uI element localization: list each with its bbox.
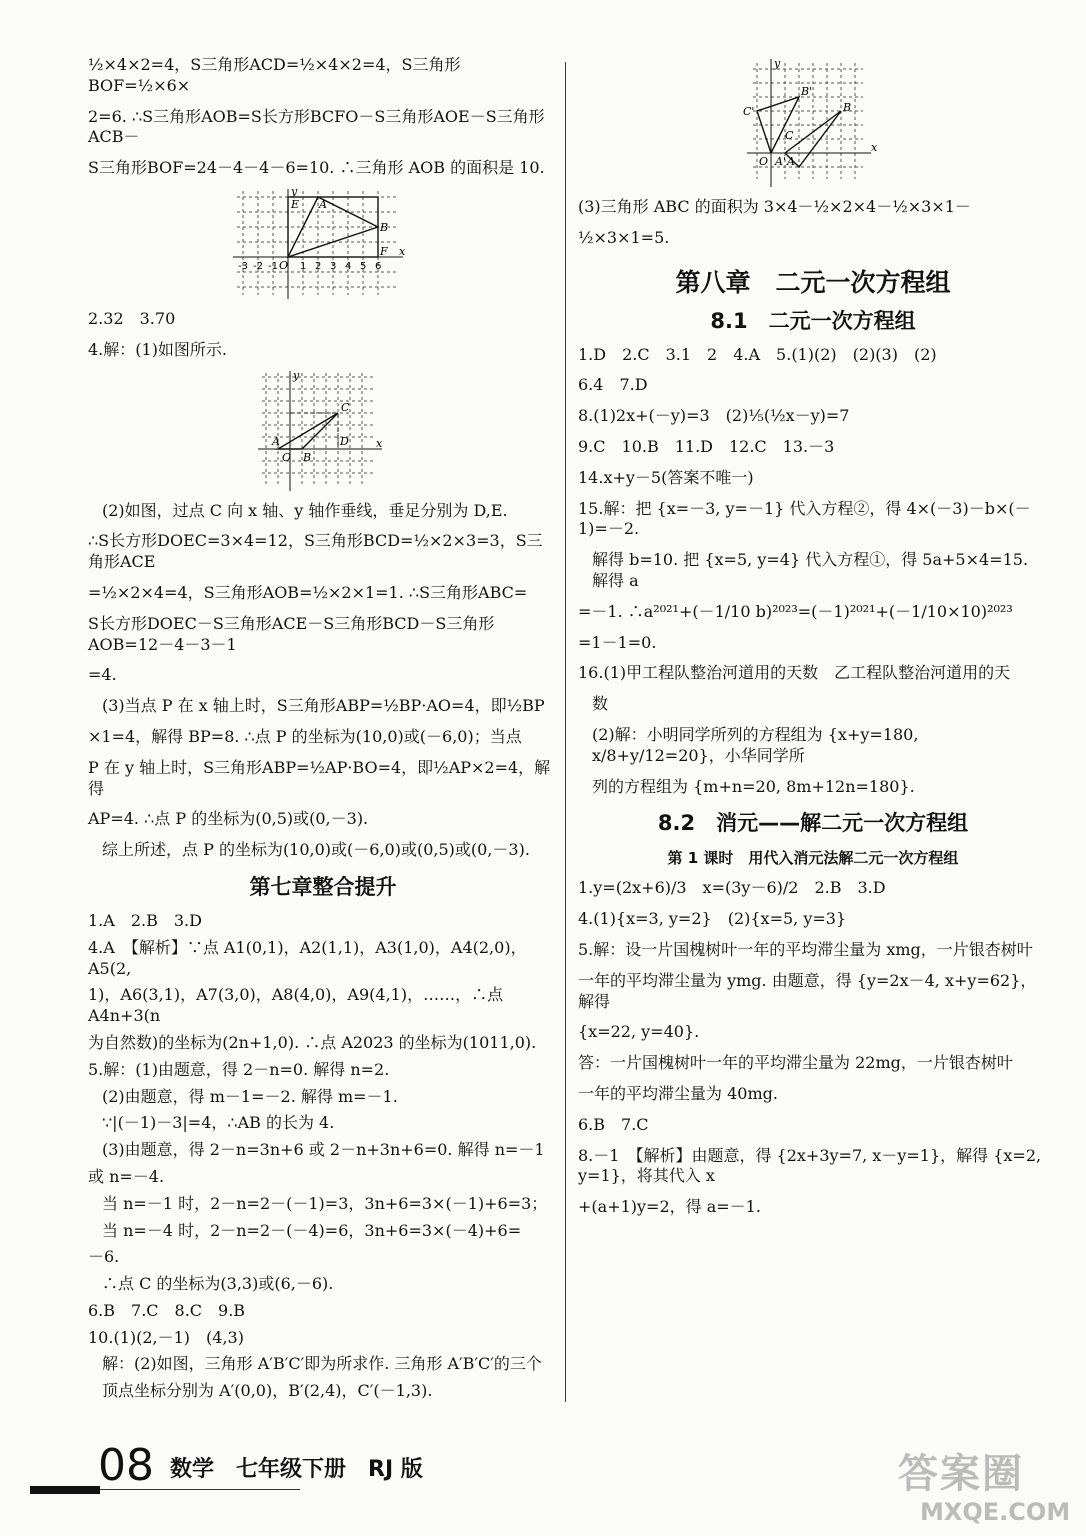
svg-text:-1: -1 [268,260,278,272]
answer-line: P 在 y 轴上时，S三角形ABP=½AP·BO=4，即½AP×2=4，解得 [88,757,551,798]
answer-line: 答：一片国槐树叶一年的平均滞尘量为 22mg，一片银杏树叶 [578,1053,1013,1073]
section-8-2-title: 8.2 消元——解二元一次方程组 [657,811,969,836]
svg-text:D: D [340,434,349,448]
column-divider [565,62,566,1402]
watermark [880,1440,1070,1536]
svg-text:x: x [871,141,878,154]
svg-text:1: 1 [300,260,307,272]
answer-line: 解得 b=10. 把 {x=5, y=4} 代入方程①，得 5a+5×4=15. 解得 a [592,550,1029,590]
point-label: E [291,197,300,211]
answer-line: 15.解：把 {x=－3, y=－1} 代入方程②，得 4×(－3)－b×(－1)=－2. [578,498,1031,539]
answer-line: {x=22, y=40}. [578,1022,700,1042]
answer-line: 一年的平均滞尘量为 40mg. [578,1083,778,1103]
svg-text:y: y [774,59,781,70]
footer-bar [30,1486,100,1494]
answer-line: 6.B 7.C 8.C 9.B [88,1300,246,1320]
answer-line: 解：(2)如图，三角形 A′B′C′即为所求作. 三角形 A′B′C′的三个 [102,1354,542,1374]
svg-text:O: O [282,450,292,464]
point-label: A [319,197,327,211]
answer-line: 1.D 2.C 3.1 2 4.A 5.(1)(2) (2)(3) (2) [578,344,937,364]
watermark-url: MXQE.COM [920,1498,1071,1526]
answer-line: 当 n=－1 时，2－n=2－(－1)=3，3n+6=3×(－1)+6=3； [102,1193,548,1213]
answer-line: S三角形BOF=24－4－4－6=10. ∴三角形 AOB 的面积是 10. [88,158,545,178]
svg-text:C: C [341,400,350,414]
svg-text:-2: -2 [253,260,263,272]
answer-line: 8.－1 【解析】由题意，得 {2x+3y=7, x－y=1}，解得 {x=2, y=1}，将其代入 x [578,1145,1042,1186]
answer-line: 4.(1){x=3, y=2} (2){x=5, y=3} [578,909,847,929]
answer-line: 1)，A6(3,1)，A7(3,0)，A8(4,0)，A9(4,1)，……，∴点 A4n+3(n [88,985,504,1026]
answer-line: ∴点 C 的坐标为(3,3)或(6,－6). [102,1274,334,1294]
svg-text:-3: -3 [238,260,248,272]
answer-line: 16.(1)甲工程队整治河道用的天数 乙工程队整治河道用的天 [578,663,1011,683]
answer-line: 1.A 2.B 3.D [88,910,202,930]
point-label: B [380,220,389,234]
svg-text:x: x [376,436,383,450]
answer-line: (2)由题意，得 m－1=－2. 解得 m=－1. [102,1086,398,1106]
lesson-1-title: 第 1 课时 用代入消元法解二元一次方程组 [667,849,959,868]
coordinate-figure-3 [743,59,883,189]
answer-line: ×1=4，解得 BP=8. ∴点 P 的坐标为(10,0)或(－6,0)；当点 [88,726,522,746]
svg-text:3: 3 [330,260,337,272]
answer-line: (3)当点 P 在 x 轴上时，S三角形ABP=½BP·AO=4，即½BP [102,696,545,716]
answer-line: (3)由题意，得 2－n=3n+6 或 2－n+3n+6=0. 解得 n=－1 [102,1140,545,1160]
coordinate-figure-2 [258,371,388,493]
svg-text:4: 4 [345,260,352,272]
answer-line: AP=4. ∴点 P 的坐标为(0,5)或(0,－3). [88,809,369,829]
answer-line: 顶点坐标分别为 A′(0,0)，B′(2,4)，C′(－1,3). [102,1381,433,1401]
answer-line: S长方形DOEC－S三角形ACE－S三角形BCD－S三角形AOB=12－4－3－1 [88,613,495,654]
axis-label: y [291,188,298,198]
svg-text:C: C [785,129,794,142]
answer-line: －6. [88,1247,120,1267]
answer-line: =－1. ∴a²⁰²¹+(－1/10 b)²⁰²³=(－1)²⁰²¹+(－1/10×10)²⁰²³ [578,601,1013,621]
svg-text:A: A [272,434,280,448]
point-label: F [380,244,388,258]
svg-text:y: y [293,370,300,382]
answer-line: 综上所述，点 P 的坐标为(10,0)或(－6,0)或(0,5)或(0,－3). [102,840,530,860]
answer-line: 2=6. ∴S三角形AOB=S长方形BCFO－S三角形AOE－S三角形ACB－ [88,106,545,147]
axis-label: x [399,244,406,258]
answer-line: =4. [88,665,117,685]
answer-line: 10.(1)(2,－1) (4,3) [88,1327,244,1347]
answer-line: 5.解：设一片国槐树叶一年的平均滞尘量为 xmg，一片银杏树叶 [578,939,1033,959]
svg-text:O: O [759,155,769,168]
answer-line: 4.解：(1)如图所示. [88,339,228,359]
answer-line: 9.C 10.B 11.D 12.C 13.－3 [578,436,835,456]
answer-line: ∵|(－1)－3|=4，∴AB 的长为 4. [102,1113,335,1133]
answer-line: 一年的平均滞尘量为 ymg. 由题意，得 {y=2x－4, x+y=62}，解得 [578,970,1037,1011]
answer-line: 4.A 【解析】∵点 A1(0,1)，A2(1,1)，A3(1,0)，A4(2,0)，A5(2, [88,937,527,978]
point-label: O [279,258,289,272]
svg-text:B': B' [801,85,813,98]
svg-text:C': C' [743,105,755,118]
svg-text:A: A [787,155,795,168]
svg-text:B: B [843,101,852,114]
svg-text:B: B [303,450,312,464]
section-8-1-title: 8.1 二元一次方程组 [710,308,916,333]
answer-line: =½×2×4=4，S三角形AOB=½×2×1=1. ∴S三角形ABC= [88,582,528,602]
answer-line: ½×4×2=4，S三角形ACD=½×4×2=4，S三角形BOF=½×6× [88,55,461,95]
svg-text:6: 6 [375,260,382,272]
page-footer [30,1440,550,1500]
svg-text:5: 5 [360,260,367,272]
chapter7-review-title: 第七章整合提升 [249,874,397,899]
answer-line: 5.解：(1)由题意，得 2－n=0. 解得 n=2. [88,1059,390,1079]
answer-line: +(a+1)y=2，得 a=－1. [578,1197,761,1217]
svg-text:A': A' [775,155,786,168]
answer-line: ½×3×1=5. [578,227,670,247]
answer-line: 6.4 7.D [578,375,648,395]
book-title: 数学 七年级下册 RJ 版 [170,1457,423,1482]
right-column [578,55,1048,1228]
page-number: 08 [98,1440,154,1491]
svg-text:2: 2 [315,260,322,272]
answer-line: 为自然数)的坐标为(2n+1,0). ∴点 A2023 的坐标为(1011,0). [88,1032,537,1052]
answer-line: 14.x+y－5(答案不唯一) [578,467,754,487]
answer-line: 8.(1)2x+(－y)=3 (2)⅕(½x－y)=7 [578,406,850,426]
coordinate-figure-1 [233,189,413,301]
answer-line: 2.32 3.70 [88,308,176,328]
answer-line: 1.y=(2x+6)/3 x=(3y－6)/2 2.B 3.D [578,878,886,898]
answer-line: (3)三角形 ABC 的面积为 3×4－½×2×4－½×3×1－ [578,197,971,216]
answer-line: (2)如图，过点 C 向 x 轴、y 轴作垂线，垂足分别为 D,E. [102,500,508,520]
left-column [88,55,558,1408]
answer-line: 当 n=－4 时，2－n=2－(－4)=6，3n+6=3×(－4)+6= [102,1220,522,1240]
answer-line: ∴S长方形DOEC=3×4=12，S三角形BCD=½×2×3=3，S三角形ACE [88,531,543,572]
answer-line: (2)解：小明同学所列的方程组为 {x+y=180, x/8+y/12=20}，小华同学所 [592,724,919,765]
chapter8-title: 第八章 二元一次方程组 [675,267,951,297]
answer-line: 数 [592,694,609,714]
answer-line: 6.B 7.C [578,1114,649,1134]
watermark-text: 答案圈 [898,1451,1024,1497]
answer-line: =1－1=0. [578,632,657,652]
answer-line: 列的方程组为 {m+n=20, 8m+12n=180}. [592,776,915,796]
answer-line: 或 n=－4. [88,1166,165,1186]
